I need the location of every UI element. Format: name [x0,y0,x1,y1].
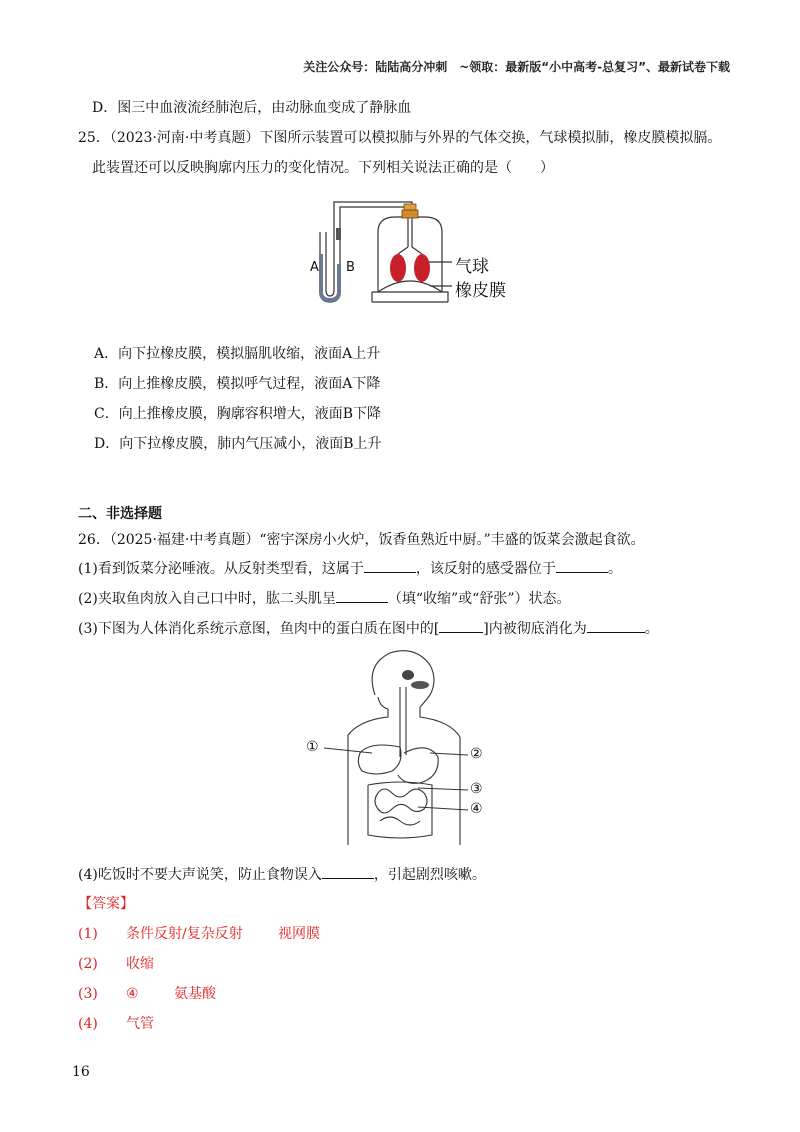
q26-part4 [78,864,486,885]
q25-option-a: A．向下拉橡皮膜，模拟膈肌收缩，液面A上升 [94,346,381,362]
q26-p3-text-b: ]内被彻底消化为 [483,621,587,637]
q26-p2-text-a: (2)夹取鱼肉放入自己口中时，肱二头肌呈 [78,591,336,607]
answer-row-1-a: 条件反射/复杂反射 [126,926,243,942]
q25-option-b: B．向上推橡皮膜，模拟呼气过程，液面A下降 [94,376,381,392]
answer-row-3-num: (3) [78,986,98,1002]
label-balloon: 气球 [455,257,489,277]
q26-p1-text-c: 。 [607,561,622,577]
label-membrane: 橡皮膜 [455,281,506,301]
q26-stem: 26．（2025·福建·中考真题）“密宇深房小火炉，饭香鱼熟近中厨。”丰盛的饭菜会激起食欲。 [78,532,645,548]
page-header: 关注公众号：陆陆高分冲刺 ~领取：最新版“小中高考-总复习”、最新试卷下载 [303,60,730,74]
q25-option-d: D．向下拉橡皮膜，肺内气压减小，液面B上升 [94,436,382,452]
answer-row-2-num: (2) [78,956,98,972]
q26-p1-text-a: (1)看到饭菜分泌唾液。从反射类型看，这属于 [78,561,364,577]
label-b: B [346,260,355,275]
marker-4: ④ [470,801,483,817]
q25-stem-line1: 25．（2023·河南·中考真题）下图所示装置可以模拟肺与外界的气体交换，气球模拟肺，橡皮膜模拟膈。 [78,130,722,146]
answer-blank [587,618,645,633]
answer-row-4-a: 气管 [126,1016,154,1032]
q26-p2-text-b: （填“收缩”或“舒张”）状态。 [387,591,571,607]
marker-2: ② [470,746,483,762]
q26-p4-text-a: (4)吃饭时不要大声说笑，防止食物误入 [78,867,322,883]
answer-title: 【答案】 [78,896,134,912]
marker-1: ① [306,739,319,755]
q26-part1 [78,558,622,579]
answer-row-3-b: 氨基酸 [174,986,216,1002]
q26-part3 [78,618,659,639]
label-a: A [310,260,319,275]
answer-row-1-num: (1) [78,926,98,942]
marker-3: ③ [470,781,483,797]
answer-blank [336,588,388,603]
answer-row-3-a: ④ [126,986,139,1002]
answer-blank [322,864,374,879]
q26-p4-text-b: ，引起剧烈咳嗽。 [373,867,486,883]
q26-p1-text-b: ，该反射的感受器位于 [415,561,556,577]
q26-p3-text-a: (3)下图为人体消化系统示意图，鱼肉中的蛋白质在图中的[ [78,621,440,637]
answer-blank [364,558,416,573]
section-title: 二、非选择题 [78,506,162,522]
q25-stem-line2: 此装置还可以反映胸廓内压力的变化情况。下列相关说法正确的是（ ） [92,160,554,176]
page-number: 16 [72,1064,90,1080]
q26-p3-text-c: 。 [644,621,659,637]
digestive-system-figure [300,645,500,845]
answer-blank [439,618,483,633]
lung-model-figure [300,192,520,312]
answer-row-2-a: 收缩 [126,956,154,972]
q26-part2 [78,588,570,609]
q24-option-d: D．图三中血液流经肺泡后，由动脉血变成了静脉血 [92,100,412,116]
answer-row-1-b: 视网膜 [278,926,320,942]
answer-blank [556,558,608,573]
q25-option-c: C．向上推橡皮膜，胸廓容积增大，液面B下降 [94,406,381,422]
answer-row-4-num: (4) [78,1016,98,1032]
